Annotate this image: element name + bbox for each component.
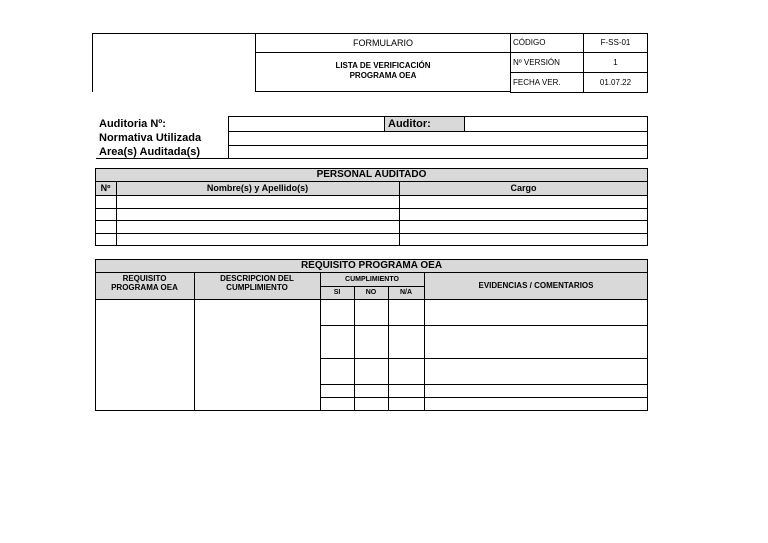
col-requisito-header-2: PROGRAMA OEA xyxy=(111,282,178,292)
col-cumplimiento-header: CUMPLIMIENTO xyxy=(345,275,399,283)
table-row[interactable] xyxy=(321,359,647,384)
area-field[interactable] xyxy=(229,146,648,159)
auditor-label: Auditor: xyxy=(388,117,431,130)
codigo-label: CÓDIGO xyxy=(513,38,546,47)
fecha-label: FECHA VER. xyxy=(513,78,561,87)
col-desc-header-1: DESCRIPCION DEL xyxy=(220,273,294,283)
normativa-field[interactable] xyxy=(229,132,648,145)
logo-area xyxy=(92,33,256,92)
col-requisito-header-1: REQUISITO xyxy=(122,273,167,283)
personal-title: PERSONAL AUDITADO xyxy=(316,169,427,180)
table-row[interactable] xyxy=(321,300,647,325)
form-label: FORMULARIO xyxy=(352,37,413,48)
table-row[interactable] xyxy=(96,196,647,208)
table-row[interactable] xyxy=(321,326,647,358)
col-name-header: Nombre(s) y Apellido(s) xyxy=(206,183,309,193)
col-na-header: N/A xyxy=(399,289,413,296)
table-row[interactable] xyxy=(321,398,647,410)
area-label: Area(s) Auditada(s) xyxy=(99,146,201,158)
col-no-header: NO xyxy=(365,289,377,296)
title-line-1: LISTA DE VERIFICACIÓN xyxy=(335,60,431,70)
col-cargo-header: Cargo xyxy=(510,183,537,193)
col-num-header: Nº xyxy=(100,183,111,193)
table-row[interactable] xyxy=(96,221,647,233)
descripcion-body-cell[interactable] xyxy=(195,300,320,410)
codigo-value: F-SS-01 xyxy=(600,38,631,47)
normativa-label: Normativa Utilizada xyxy=(99,132,202,144)
requisito-body-cell[interactable] xyxy=(96,300,194,410)
table-row[interactable] xyxy=(96,209,647,220)
fecha-value: 01.07.22 xyxy=(599,78,632,87)
col-desc-header-2: CUMPLIMIENTO xyxy=(226,282,288,292)
version-value: 1 xyxy=(613,57,618,67)
version-label: Nº VERSIÓN xyxy=(513,57,560,67)
table-row[interactable] xyxy=(96,234,647,246)
auditoria-label: Auditoria Nº: xyxy=(99,117,166,130)
col-evidencias-header: EVIDENCIAS / COMENTARIOS xyxy=(478,281,594,290)
table-row[interactable] xyxy=(321,385,647,397)
requisito-title: REQUISITO PROGRAMA OEA xyxy=(300,260,443,271)
title-line-2: PROGRAMA OEA xyxy=(349,70,417,80)
auditor-field[interactable] xyxy=(465,117,648,131)
col-si-header: SI xyxy=(333,289,341,296)
auditoria-field[interactable] xyxy=(229,117,384,131)
